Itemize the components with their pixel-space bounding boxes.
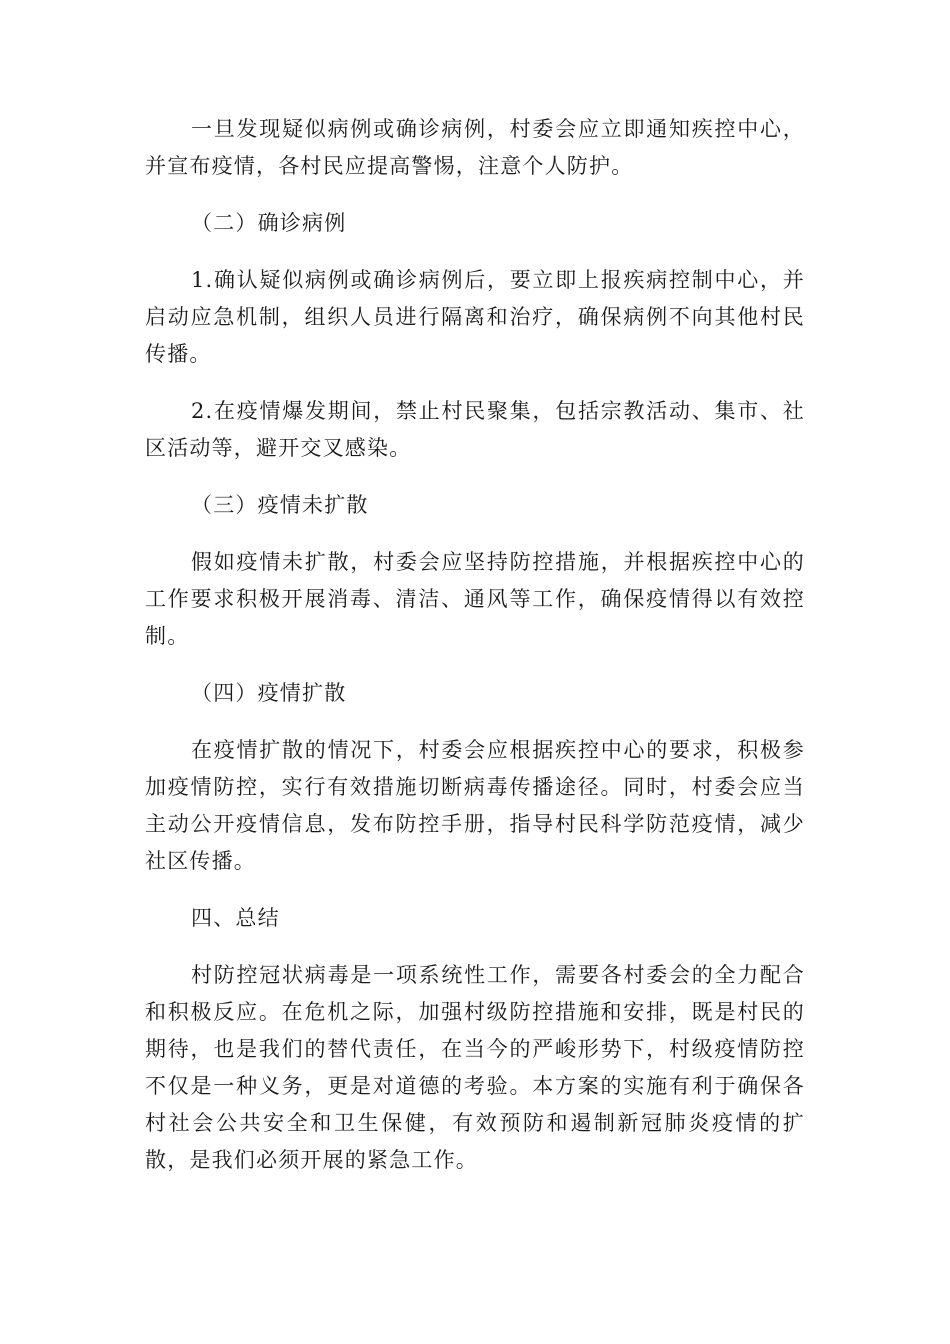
paragraph-confirmed-case-item-1: 1.确认疑似病例或确诊病例后，要立即上报疾病控制中心，并启动应急机制，组织人员进行隔离和治疗，确保病例不向其他村民传播。 <box>145 268 805 366</box>
paragraph-outbreak-spread: 在疫情扩散的情况下，村委会应根据疾控中心的要求，积极参加疫情防控，实行有效措施切断病毒传播途径。同时，村委会应当主动公开疫情信息，发布防控手册，指导村民科学防范疫情，减少社区传播。 <box>145 738 805 873</box>
heading-outbreak-spread: （四）疫情扩散 <box>191 681 347 705</box>
paragraph-summary: 村防控冠状病毒是一项系统性工作，需要各村委会的全力配合和积极反应。在危机之际，加强村级防控措施和安排，既是村民的期待，也是我们的替代责任，在当今的严峻形势下，村级疫情防控不仅是一种义务，更是对道德的考验。本方案的实施有利于确保各村社会公共安全和卫生保健，有效预防和遏制新冠肺炎疫情的扩散，是我们必须开展的紧急工作。 <box>145 963 805 1172</box>
paragraph-outbreak-not-spread: 假如疫情未扩散，村委会应坚持防控措施，并根据疾控中心的工作要求积极开展消毒、清洁、通风等工作，确保疫情得以有效控制。 <box>145 550 805 648</box>
paragraph-suspected-case-notice: 一旦发现疑似病例或确诊病例，村委会应立即通知疾控中心，并宣布疫情，各村民应提高警惕，注意个人防护。 <box>145 117 805 178</box>
heading-summary: 四、总结 <box>191 906 280 930</box>
paragraph-confirmed-case-item-2: 2.在疫情爆发期间，禁止村民聚集，包括宗教活动、集市、社区活动等，避开交叉感染。 <box>145 399 805 460</box>
heading-confirmed-case: （二）确诊病例 <box>191 211 347 235</box>
heading-outbreak-not-spread: （三）疫情未扩散 <box>191 493 369 517</box>
document-body <box>145 111 805 1199</box>
